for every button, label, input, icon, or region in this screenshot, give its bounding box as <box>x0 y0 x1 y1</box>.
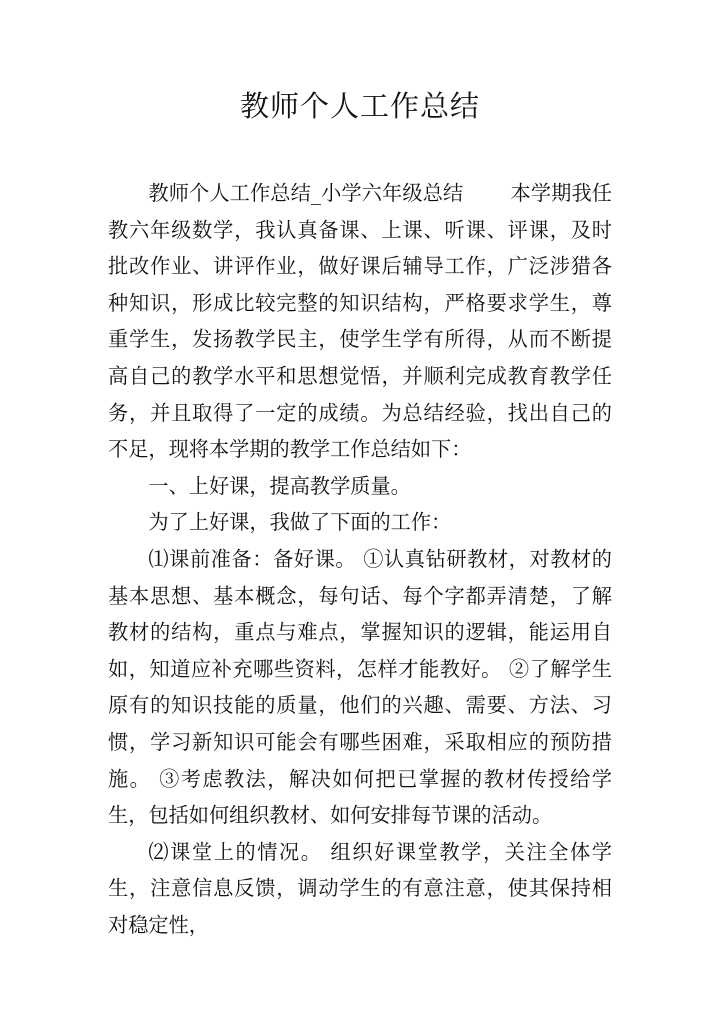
paragraph-lead-in: 为了上好课，我做了下面的工作： <box>148 510 452 535</box>
paragraph-intro: 教师个人工作总结_小学六年级总结 本学期我任教六年级数学，我认真备课、上课、听课、评课，及时批改作业、讲评作业，做好课后辅导工作，广泛涉猎各种知识，形成比较完整的知识结构，严格要求学生，尊重学生，发扬教学民主，使学生学有所得，从而不断提高自己的教学水平和思想觉悟，并顺利完成教育教学任务，并且取得了一定的成绩。为总结经验，找出自己的不足，现将本学期的教学工作总结如下： <box>108 181 612 462</box>
document-body <box>108 175 612 943</box>
document-title: 教师个人工作总结 <box>239 89 480 123</box>
paragraph-classroom: ⑵课堂上的情况。 组织好课堂教学，关注全体学生，注意信息反馈，调动学生的有意注意，使其保持相对稳定性， <box>108 839 612 937</box>
paragraph-lesson-prep: ⑴课前准备：备好课。 ①认真钻研教材，对教材的基本思想、基本概念，每句话、每个字都弄清楚，了解教材的结构，重点与难点，掌握知识的逻辑，能运用自如，知道应补充哪些资料，怎样才能教好。 ②了解学生原有的知识技能的质量，他们的兴趣、需要、方法、习惯，学习新知识可能会有哪些困难，采取相应的预防措施。 ③考虑教法，解决如何把已掌握的教材传授给学生，包括如何组织教材、如何安排每节课的活动。 <box>108 546 612 828</box>
paragraph-section-heading: 一、上好课，提高教学质量。 <box>148 473 411 498</box>
